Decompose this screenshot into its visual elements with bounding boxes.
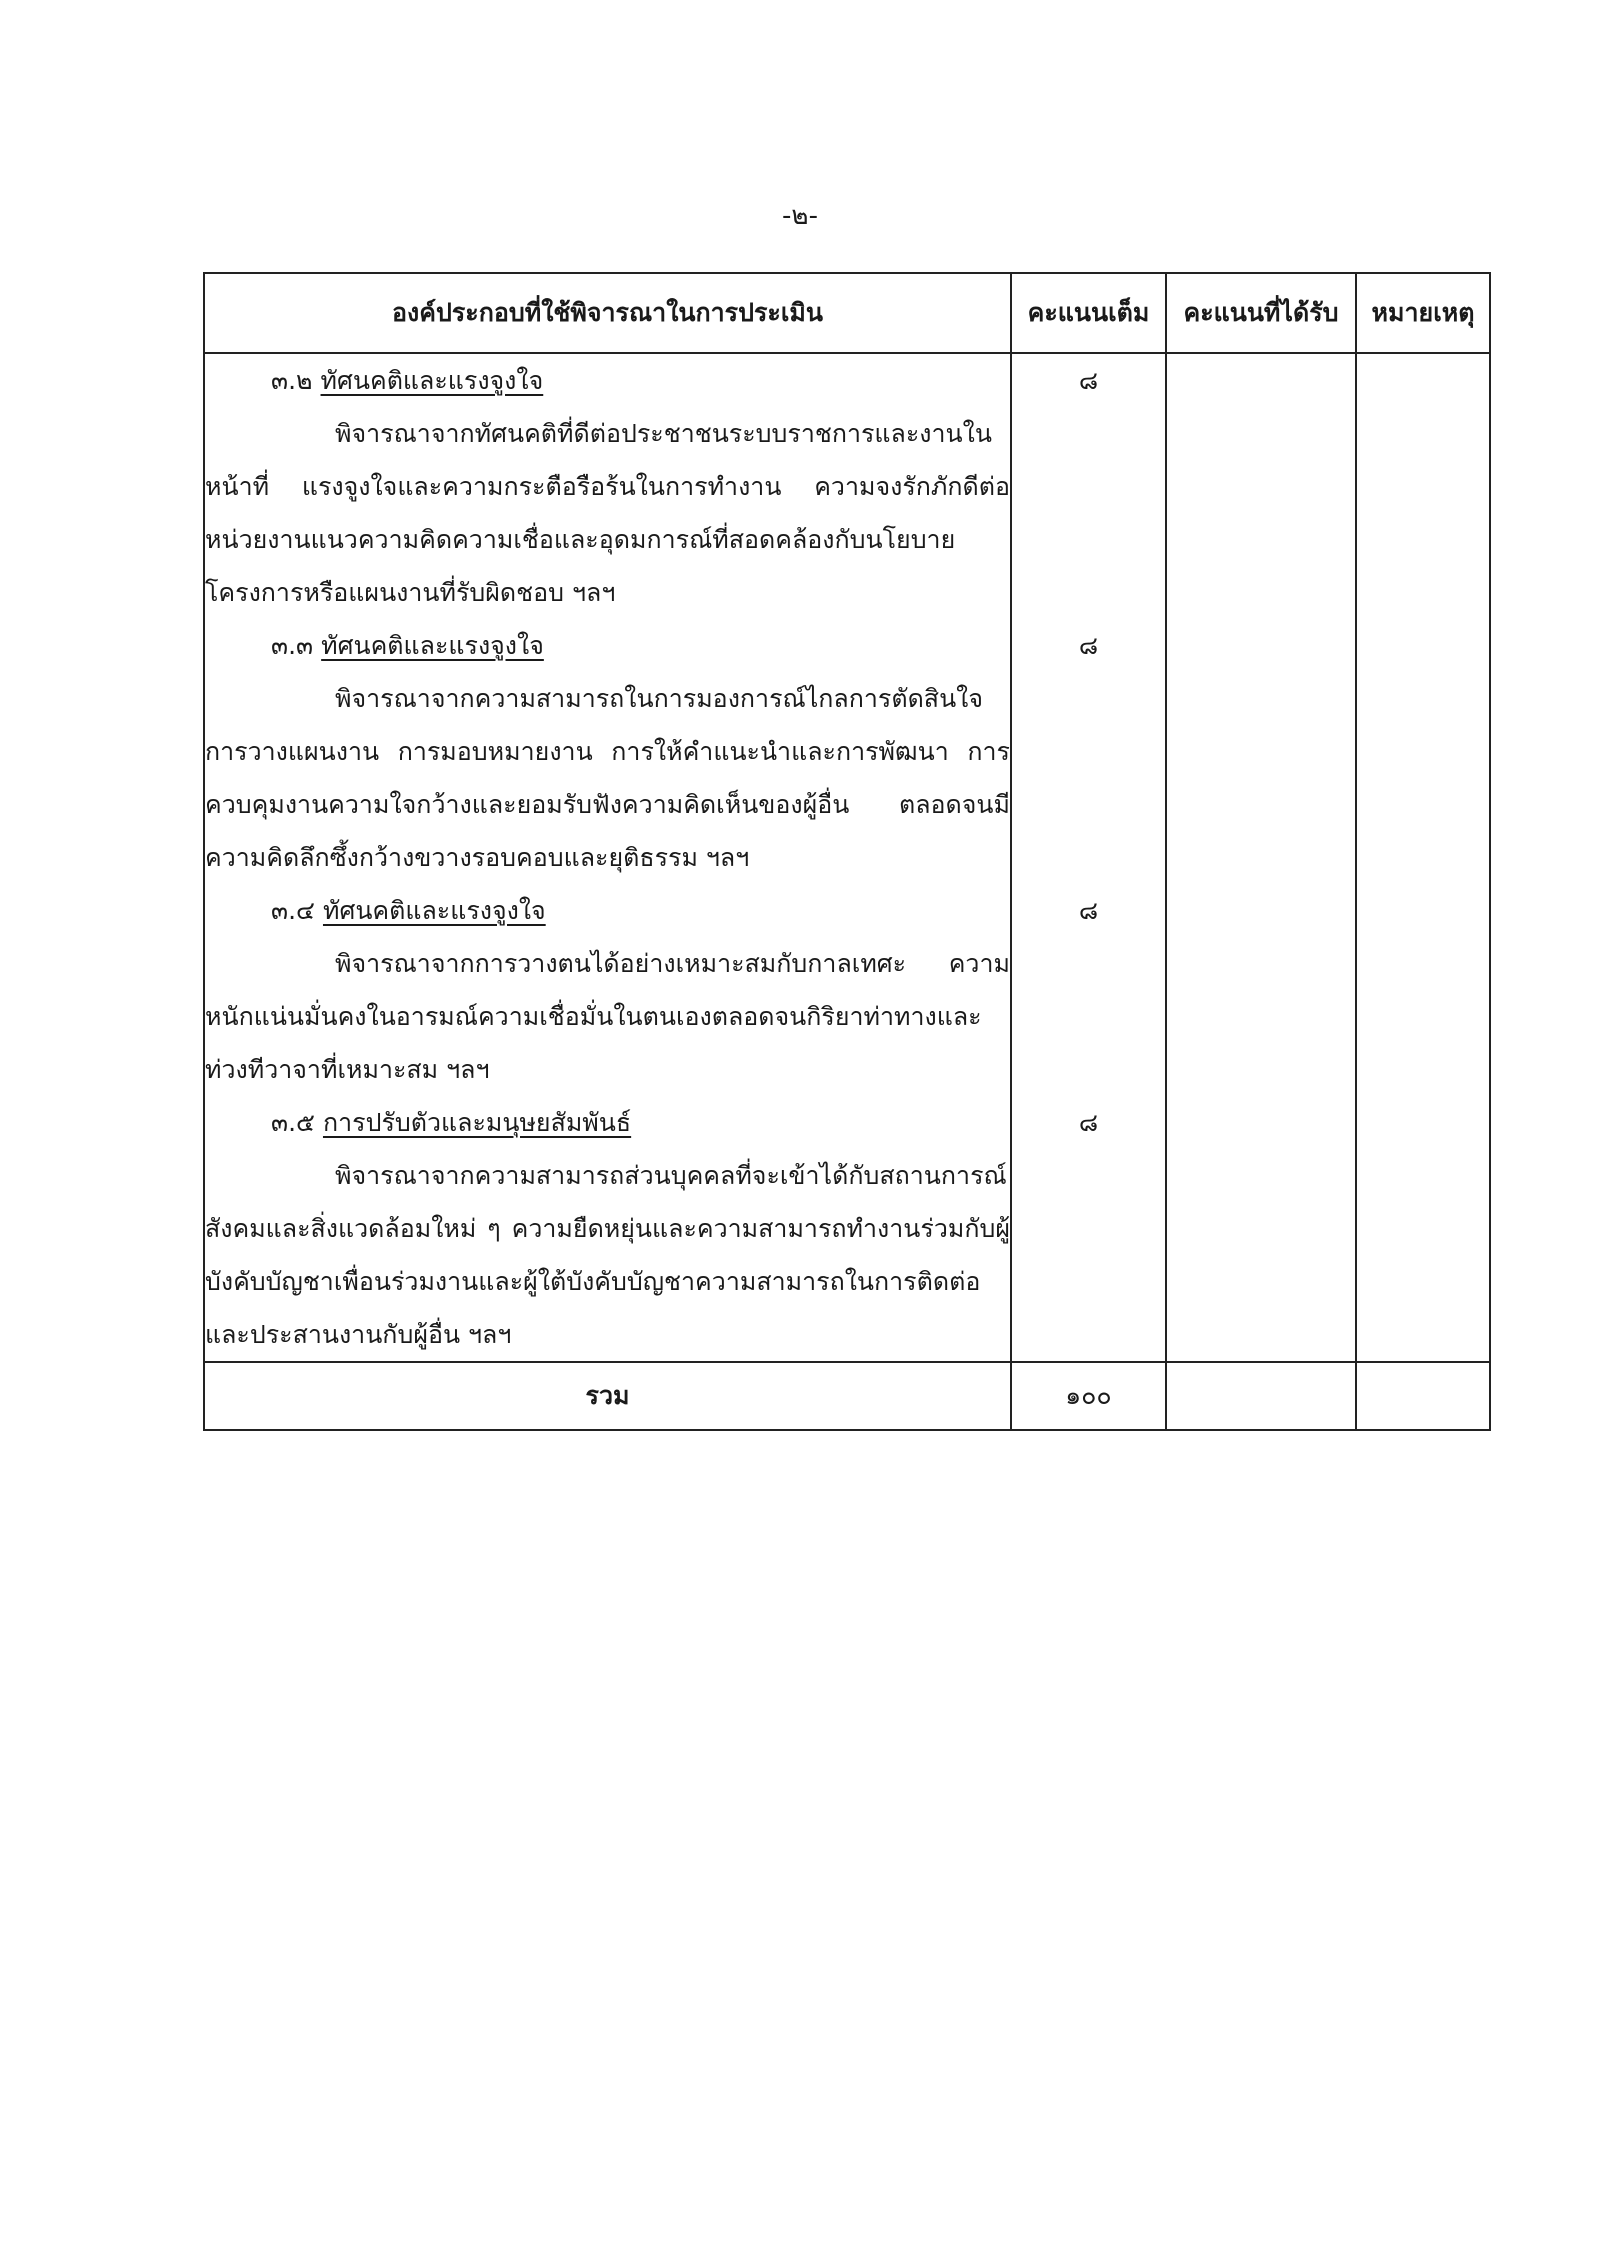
item-heading — [205, 354, 1010, 407]
criteria-cell — [204, 353, 1011, 1362]
item-title: ทัศนคติและแรงจูงใจ — [320, 366, 544, 395]
header-remarks: หมายเหตุ — [1356, 273, 1490, 353]
header-full-score: คะแนนเต็ม — [1011, 273, 1166, 353]
item-description: พิจารณาจากความสามารถในการมองการณ์ไกลการตัดสินใจ การวางแผนงาน การมอบหมายงาน การให้คำแนะนำและการพัฒนา การควบคุมงานความใจกว้างและยอมรับฟังความคิดเห็นของผู้อื่น ตลอดจนมีความคิดลึกซึ้งกว้างขวางรอบคอบและยุติธรรม ฯลฯ — [205, 684, 1010, 872]
item-full-score: ๘ — [1078, 1108, 1099, 1137]
item-number: ๓.๕ — [271, 1108, 315, 1137]
item-full-score: ๘ — [1078, 896, 1099, 925]
remarks-cell[interactable] — [1356, 353, 1490, 1362]
item-title: การปรับตัวและมนุษยสัมพันธ์ — [322, 1108, 632, 1137]
item-title: ทัศนคติและแรงจูงใจ — [322, 896, 546, 925]
item-description: พิจารณาจากทัศนคติที่ดีต่อประชาชนระบบราชการและงานในหน้าที่ แรงจูงใจและความกระตือรือร้นในการทำงาน ความจงรักภักดีต่อหน่วยงานแนวความคิดความเชื่อและอุดมการณ์ที่สอดคล้องกับนโยบายโครงการหรือแผนงานที่รับผิดชอบ ฯลฯ — [205, 419, 1010, 607]
item-heading — [205, 884, 1010, 937]
evaluation-table — [203, 272, 1491, 1431]
page-number: -๒- — [782, 201, 818, 231]
header-score-received: คะแนนที่ได้รับ — [1166, 273, 1356, 353]
criteria-body-row — [204, 353, 1490, 1362]
item-heading — [205, 1096, 1010, 1149]
score-received-cell[interactable] — [1166, 353, 1356, 1362]
item-heading — [205, 619, 1010, 672]
item-full-score: ๘ — [1078, 366, 1099, 395]
criteria-item — [205, 619, 1010, 884]
item-number: ๓.๒ — [271, 366, 313, 395]
total-full-score: ๑๐๐ — [1011, 1362, 1166, 1430]
item-full-score: ๘ — [1078, 631, 1099, 660]
header-row — [204, 273, 1490, 353]
total-row — [204, 1362, 1490, 1430]
item-title: ทัศนคติและแรงจูงใจ — [321, 631, 544, 660]
item-description: พิจารณาจากการวางตนได้อย่างเหมาะสมกับกาลเทศะ ความหนักแน่นมั่นคงในอารมณ์ความเชื่อมั่นในตนเองตลอดจนกิริยาท่าทางและท่วงทีวาจาที่เหมาะสม ฯลฯ — [205, 949, 1010, 1084]
item-description: พิจารณาจากความสามารถส่วนบุคคลที่จะเข้าได้กับสถานการณ์ สังคมและสิ่งแวดล้อมใหม่ ๆ ความยืดหยุ่นและความสามารถทำงานร่วมกับผู้บังคับบัญชาเพื่อนร่วมงานและผู้ใต้บังคับบัญชาความสามารถในการติดต่อและประสานงานกับผู้อื่น ฯลฯ — [205, 1161, 1010, 1349]
criteria-item — [205, 884, 1010, 1096]
total-remarks[interactable] — [1356, 1362, 1490, 1430]
full-score-cell — [1011, 353, 1166, 1362]
item-number: ๓.๓ — [271, 631, 314, 660]
header-criteria: องค์ประกอบที่ใช้พิจารณาในการประเมิน — [204, 273, 1011, 353]
criteria-item — [205, 354, 1010, 619]
criteria-item — [205, 1096, 1010, 1361]
total-score-received[interactable] — [1166, 1362, 1356, 1430]
item-number: ๓.๔ — [271, 896, 315, 925]
total-label: รวม — [204, 1362, 1011, 1430]
